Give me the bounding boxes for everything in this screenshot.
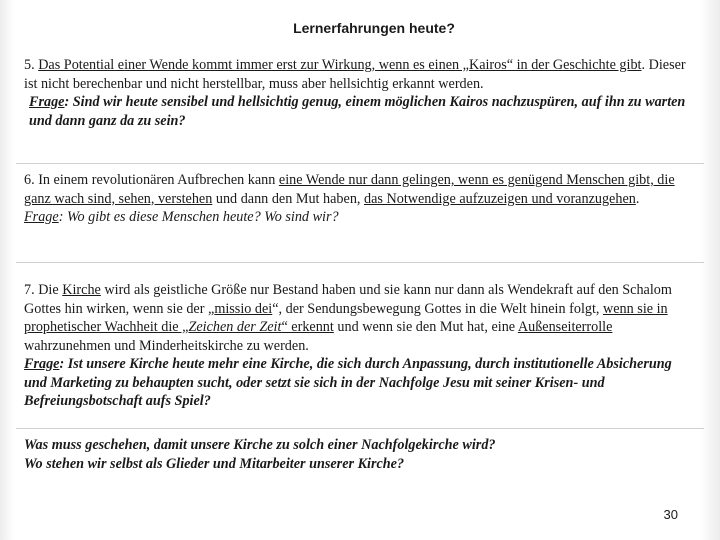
separator: [16, 428, 704, 429]
separator: [16, 163, 704, 164]
item-7: [24, 281, 692, 411]
closing-line-2: Wo stehen wir selbst als Glieder und Mitarbeiter unserer Kirche?: [24, 455, 405, 472]
item-6: [24, 171, 692, 227]
closing-line-1: Was muss geschehen, damit unsere Kirche zu solch einer Nachfolgekirche wird?: [24, 437, 496, 453]
item-7-text: 7. Die Kirche wird als geistliche Größe nur Bestand haben und sie kann nur dann als Wendekraft auf den Schalom Gottes hin wirken, wenn sie der „missio dei“, der Sendungsbewegung Gottes in die Welt hinein folgt, wenn sie in prophetischer Wachheit die „Zeichen der Zeit“ erkennt und wenn sie den Mut hat, eine Außenseiterrolle wahrzunehmen und Minderheitskirche zu werden.: [24, 282, 672, 354]
item-6-question: Frage: Wo gibt es diese Menschen heute? Wo sind wir?: [24, 209, 339, 225]
slide-title: Lernerfahrungen heute?: [293, 20, 455, 36]
item-5: [24, 56, 692, 130]
item-5-text: 5. Das Potential einer Wende kommt immer erst zur Wirkung, wenn es einen „Kairos“ in der Geschichte gibt. Dieser ist nicht berechenbar und nicht herstellbar, muss aber hellsichtig erkannt werden.: [24, 57, 686, 92]
page-number: 30: [663, 507, 678, 522]
item-7-question: Frage: Ist unsere Kirche heute mehr eine Kirche, die sich durch Anpassung, durch institutionelle Absicherung und Marketing zu behaupten sucht, oder setzt sie sich in der Nachfolge Jesu mit seiner Krisen- und Befreiungsbotschaft aufs Spiel?: [24, 356, 672, 409]
item-5-question: Frage: Sind wir heute sensibel und hellsichtig genug, einem möglichen Kairos nachzuspüren, auf ihn zu warten und dann ganz da zu sein?: [29, 94, 686, 129]
closing-questions: [24, 436, 692, 473]
item-6-text: 6. In einem revolutionären Aufbrechen kann eine Wende nur dann gelingen, wenn es genügend Menschen gibt, die ganz wach sind, sehen, verstehen und dann den Mut haben, das Notwendige aufzuzeigen und voranzugehen.: [24, 172, 675, 207]
separator: [16, 262, 704, 263]
